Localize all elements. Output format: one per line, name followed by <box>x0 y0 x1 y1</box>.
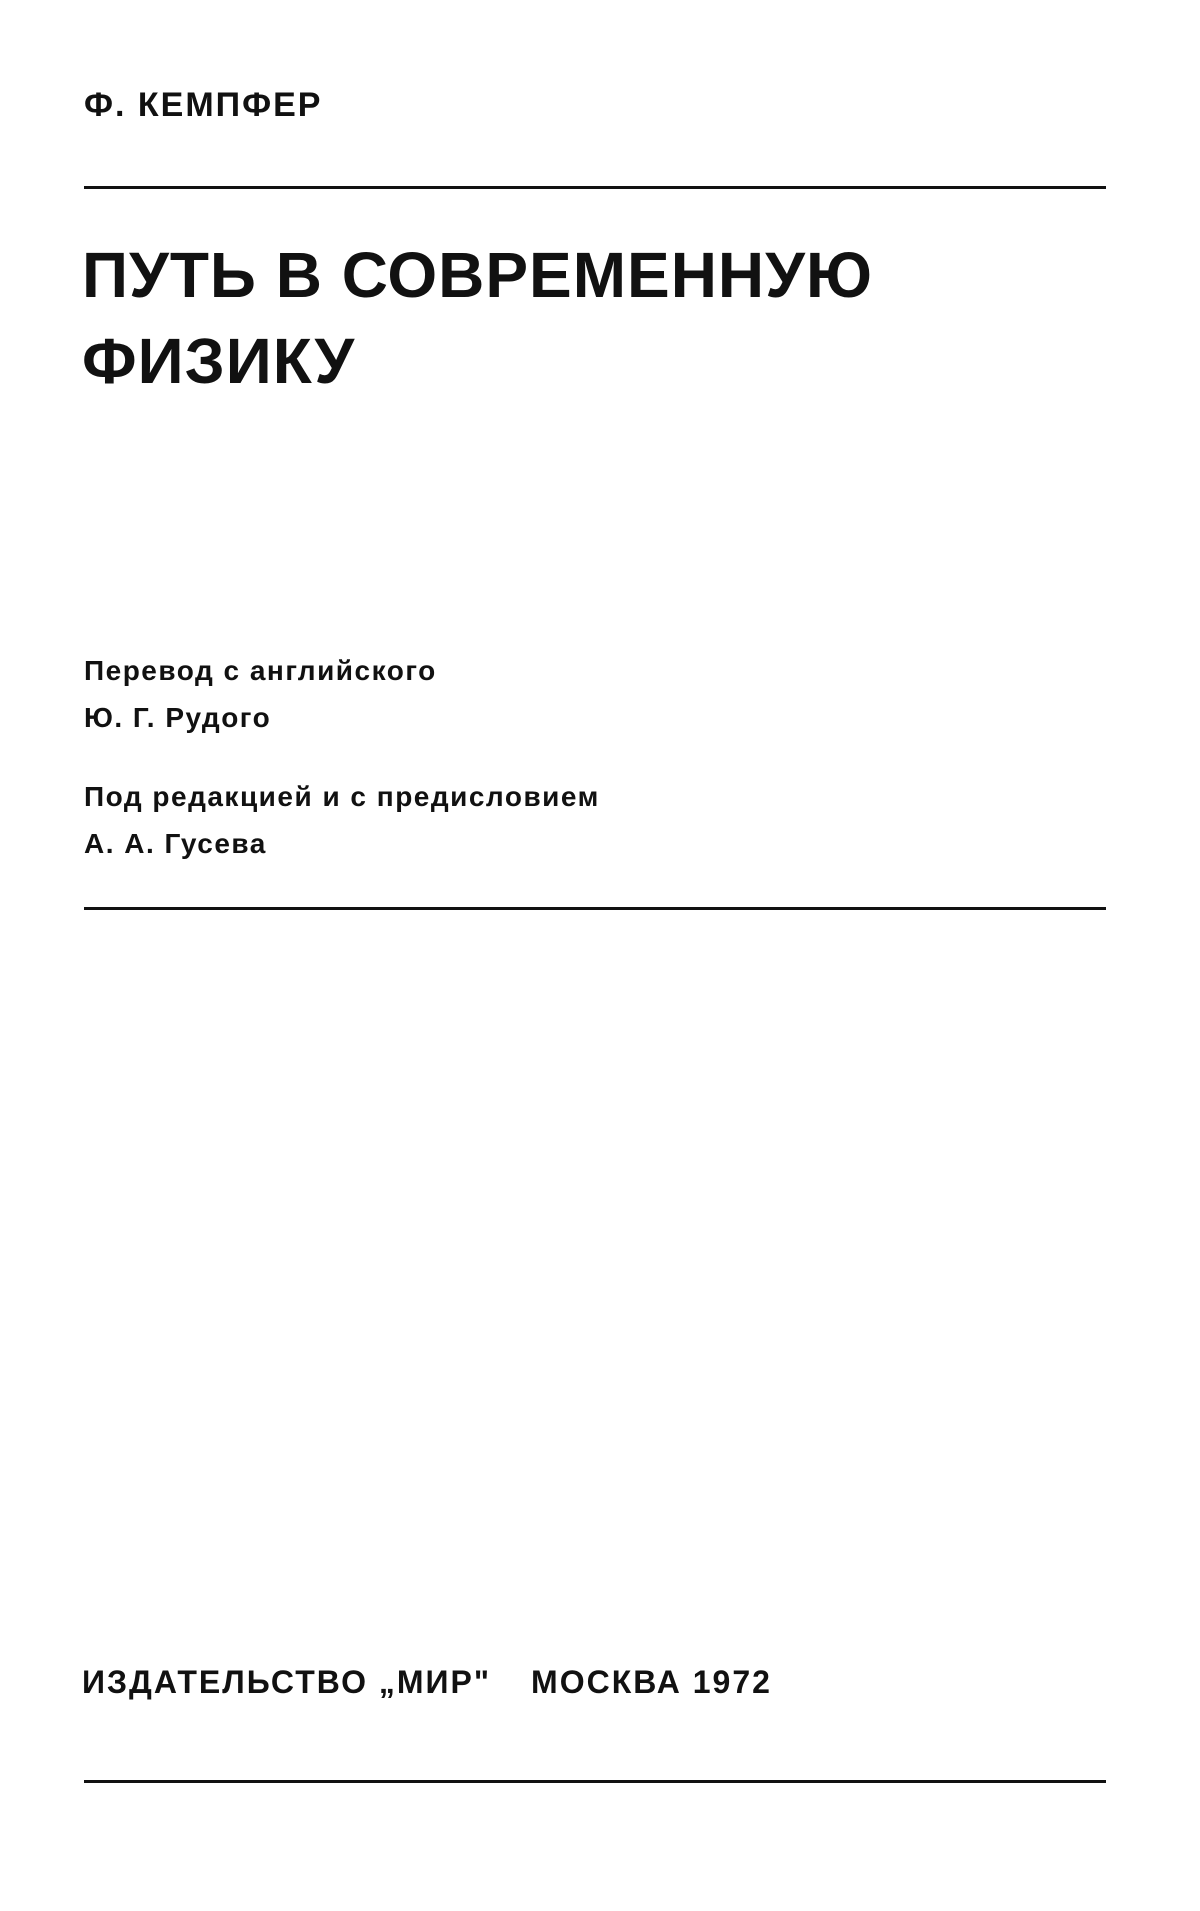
book-title-line-1: ПУТЬ В СОВРЕМЕННУЮ <box>82 239 873 311</box>
editing-credit <box>84 773 600 867</box>
book-title-line-2: ФИЗИКУ <box>82 325 356 397</box>
editor-name: А. А. Гусева <box>84 828 267 859</box>
translation-label: Перевод с английского <box>84 655 437 686</box>
publisher-imprint <box>82 1664 772 1701</box>
top-divider <box>84 186 1106 189</box>
publisher-name: ИЗДАТЕЛЬСТВО „МИР" <box>82 1664 492 1700</box>
book-title <box>82 232 873 404</box>
author-name: Ф. КЕМПФЕР <box>84 86 323 124</box>
editing-label: Под редакцией и с предисловием <box>84 781 600 812</box>
middle-divider <box>84 907 1106 910</box>
bottom-divider <box>84 1780 1106 1783</box>
translator-name: Ю. Г. Рудого <box>84 702 272 733</box>
publication-city-year: МОСКВА 1972 <box>531 1664 772 1700</box>
translation-credit <box>84 647 437 741</box>
